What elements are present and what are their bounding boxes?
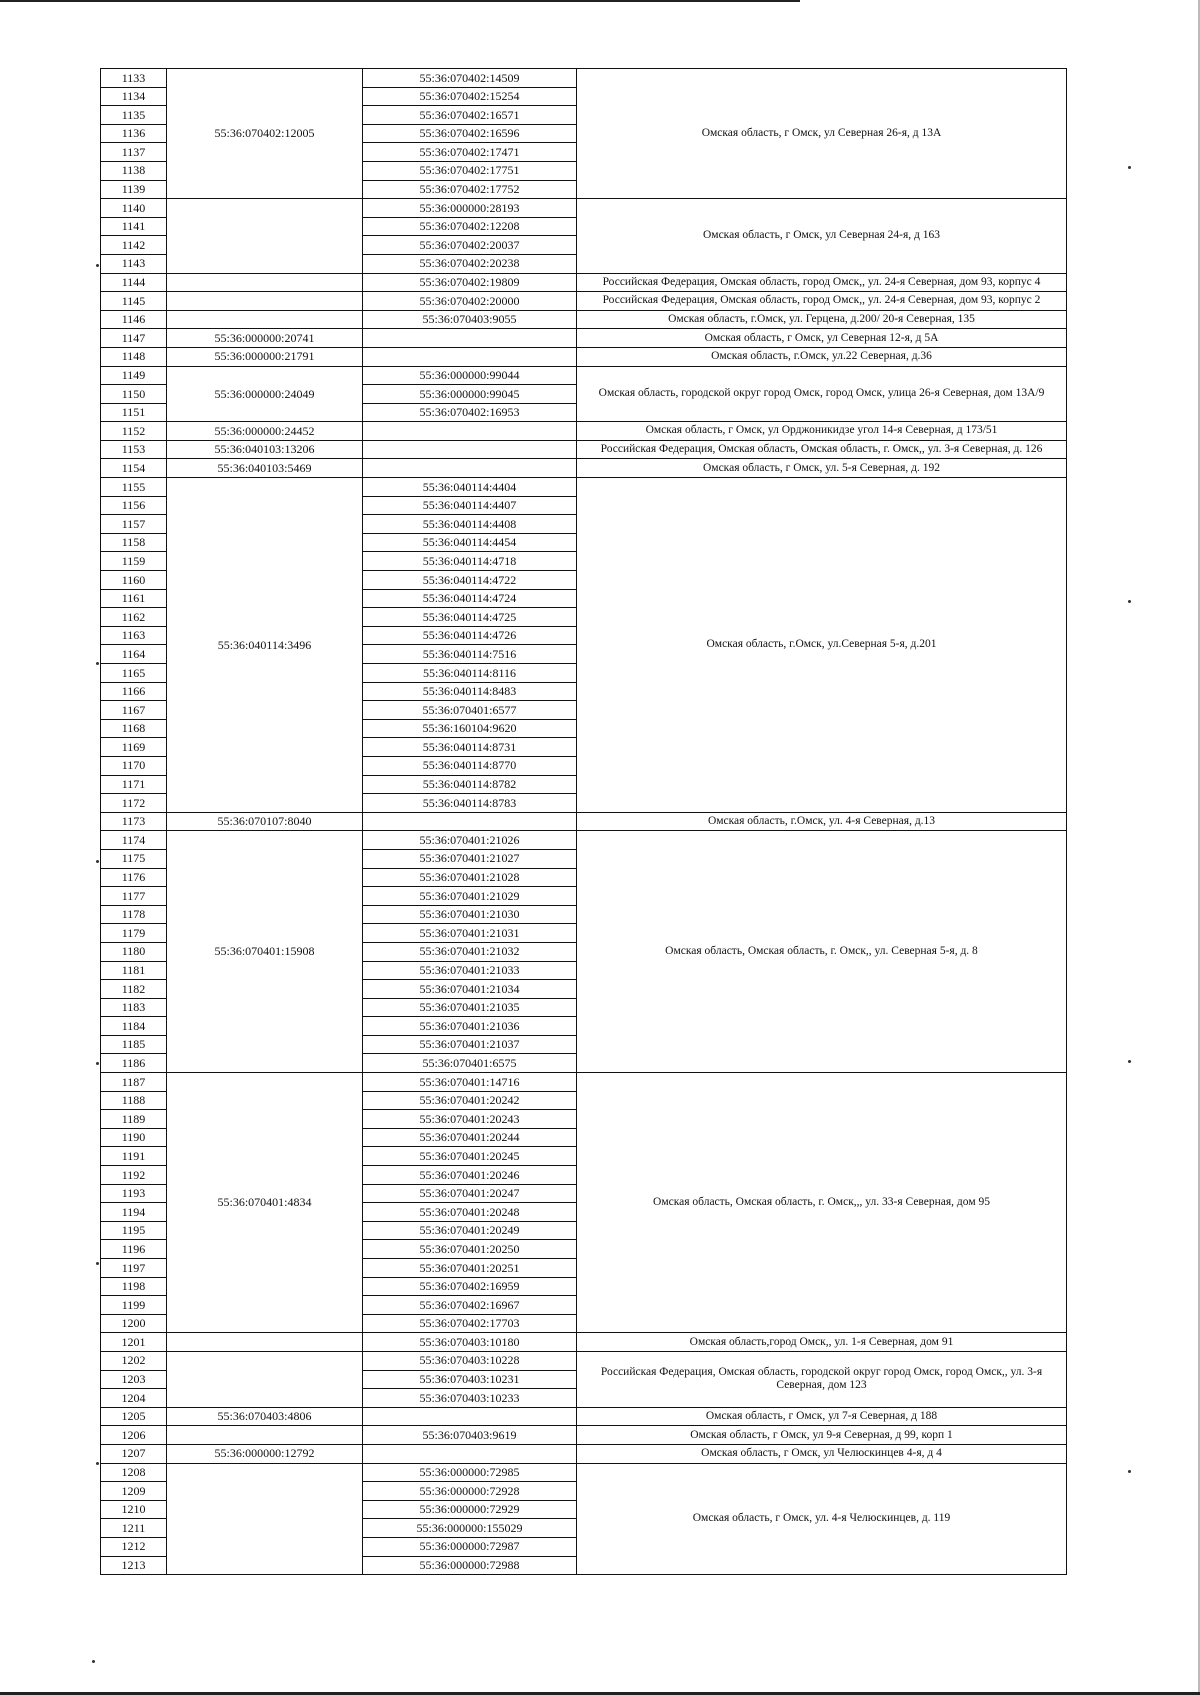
row-number-cell: 1151 — [101, 403, 167, 422]
sub-cadastral-number-cell: 55:36:040114:7516 — [363, 645, 577, 664]
sub-cadastral-number-cell: 55:36:040114:4724 — [363, 589, 577, 608]
scan-speck — [96, 1462, 99, 1465]
row-number-cell: 1152 — [101, 422, 167, 441]
sub-cadastral-number-cell: 55:36:070402:16953 — [363, 403, 577, 422]
address-cell: Омская область, городской округ город Омск, город Омск, улица 26-я Северная, дом 13А/9 — [577, 366, 1067, 422]
sub-cadastral-number-cell: 55:36:070402:20000 — [363, 292, 577, 311]
row-number-cell: 1169 — [101, 738, 167, 757]
row-number-cell: 1168 — [101, 719, 167, 738]
row-number-cell: 1154 — [101, 459, 167, 478]
row-number-cell: 1165 — [101, 664, 167, 683]
row-number-cell: 1186 — [101, 1054, 167, 1073]
row-number-cell: 1134 — [101, 87, 167, 106]
address-cell: Омская область, Омская область, г. Омск,, ул. Северная 5-я, д. 8 — [577, 831, 1067, 1073]
row-number-cell: 1190 — [101, 1128, 167, 1147]
sub-cadastral-number-cell: 55:36:070401:20251 — [363, 1259, 577, 1278]
sub-cadastral-number-cell: 55:36:070402:16967 — [363, 1296, 577, 1315]
scan-speck — [96, 264, 99, 267]
row-number-cell: 1170 — [101, 756, 167, 775]
row-number-cell: 1167 — [101, 701, 167, 720]
sub-cadastral-number-cell: 55:36:070403:9055 — [363, 310, 577, 329]
row-number-cell: 1139 — [101, 180, 167, 199]
row-number-cell: 1150 — [101, 385, 167, 404]
row-number-cell: 1196 — [101, 1240, 167, 1259]
row-number-cell: 1140 — [101, 199, 167, 218]
main-cadastral-number-cell: 55:36:000000:20741 — [167, 329, 363, 348]
row-number-cell: 1203 — [101, 1370, 167, 1389]
sub-cadastral-number-cell: 55:36:070401:20243 — [363, 1110, 577, 1129]
address-cell: Омская область, г.Омск, ул. Герцена, д.200/ 20-я Северная, 135 — [577, 310, 1067, 329]
address-cell: Омская область, г Омск, ул 7-я Северная, д 188 — [577, 1407, 1067, 1426]
main-cadastral-number-cell: 55:36:070402:12005 — [167, 69, 363, 199]
sub-cadastral-number-cell: 55:36:070403:10233 — [363, 1389, 577, 1408]
row-number-cell: 1173 — [101, 812, 167, 831]
row-number-cell: 1187 — [101, 1073, 167, 1092]
main-cadastral-number-cell: 55:36:040103:13206 — [167, 440, 363, 459]
table-row — [101, 831, 1067, 850]
row-number-cell: 1142 — [101, 236, 167, 255]
scan-speck — [96, 1062, 99, 1065]
sub-cadastral-number-cell: 55:36:070402:15254 — [363, 87, 577, 106]
row-number-cell: 1133 — [101, 69, 167, 88]
sub-cadastral-number-cell: 55:36:040114:4404 — [363, 478, 577, 497]
scan-speck — [92, 1660, 95, 1663]
sub-cadastral-number-cell: 55:36:070402:17751 — [363, 161, 577, 180]
sub-cadastral-number-cell: 55:36:070401:20248 — [363, 1203, 577, 1222]
sub-cadastral-number-cell: 55:36:070402:20238 — [363, 254, 577, 273]
sub-cadastral-number-cell: 55:36:040114:4722 — [363, 571, 577, 590]
address-cell: Российская Федерация, Омская область, городской округ город Омск, город Омск,, ул. 3-я Северная, дом 123 — [577, 1351, 1067, 1407]
table-row — [101, 459, 1067, 478]
row-number-cell: 1164 — [101, 645, 167, 664]
row-number-cell: 1208 — [101, 1463, 167, 1482]
row-number-cell: 1166 — [101, 682, 167, 701]
sub-cadastral-number-cell: 55:36:070401:20242 — [363, 1091, 577, 1110]
sub-cadastral-number-cell: 55:36:040114:8116 — [363, 664, 577, 683]
sub-cadastral-number-cell: 55:36:000000:28193 — [363, 199, 577, 218]
sub-cadastral-number-cell: 55:36:070401:21037 — [363, 1035, 577, 1054]
row-number-cell: 1175 — [101, 849, 167, 868]
row-number-cell: 1207 — [101, 1444, 167, 1463]
sub-cadastral-number-cell: 55:36:070401:20249 — [363, 1221, 577, 1240]
sub-cadastral-number-cell: 55:36:000000:72988 — [363, 1556, 577, 1575]
row-number-cell: 1162 — [101, 608, 167, 627]
sub-cadastral-number-cell: 55:36:070402:12208 — [363, 217, 577, 236]
address-cell: Омская область, г.Омск, ул. 4-я Северная, д.13 — [577, 812, 1067, 831]
table-row — [101, 366, 1067, 385]
row-number-cell: 1157 — [101, 515, 167, 534]
address-cell: Омская область, г Омск, ул Северная 26-я, д 13А — [577, 69, 1067, 199]
table-row — [101, 1463, 1067, 1482]
row-number-cell: 1178 — [101, 905, 167, 924]
main-cadastral-number-cell — [167, 273, 363, 292]
sub-cadastral-number-cell: 55:36:070402:17703 — [363, 1314, 577, 1333]
address-cell: Омская область, г Омск, ул Орджоникидзе угол 14-я Северная, д 173/51 — [577, 422, 1067, 441]
row-number-cell: 1205 — [101, 1407, 167, 1426]
main-cadastral-number-cell — [167, 310, 363, 329]
main-cadastral-number-cell: 55:36:070107:8040 — [167, 812, 363, 831]
sub-cadastral-number-cell: 55:36:040114:4725 — [363, 608, 577, 627]
row-number-cell: 1161 — [101, 589, 167, 608]
sub-cadastral-number-cell: 55:36:000000:72928 — [363, 1482, 577, 1501]
sub-cadastral-number-cell: 55:36:070401:21033 — [363, 961, 577, 980]
sub-cadastral-number-cell: 55:36:070402:17752 — [363, 180, 577, 199]
sub-cadastral-number-cell: 55:36:070403:9619 — [363, 1426, 577, 1445]
row-number-cell: 1143 — [101, 254, 167, 273]
address-cell: Омская область, г.Омск, ул.Северная 5-я, д.201 — [577, 478, 1067, 813]
table-row — [101, 69, 1067, 88]
sub-cadastral-number-cell: 55:36:040114:8770 — [363, 756, 577, 775]
row-number-cell: 1188 — [101, 1091, 167, 1110]
row-number-cell: 1195 — [101, 1221, 167, 1240]
row-number-cell: 1156 — [101, 496, 167, 515]
sub-cadastral-number-cell: 55:36:070402:17471 — [363, 143, 577, 162]
table-row — [101, 1426, 1067, 1445]
sub-cadastral-number-cell — [363, 1407, 577, 1426]
sub-cadastral-number-cell: 55:36:070401:14716 — [363, 1073, 577, 1092]
sub-cadastral-number-cell: 55:36:040114:4407 — [363, 496, 577, 515]
sub-cadastral-number-cell — [363, 440, 577, 459]
sub-cadastral-number-cell: 55:36:070401:21031 — [363, 924, 577, 943]
table-row — [101, 329, 1067, 348]
row-number-cell: 1204 — [101, 1389, 167, 1408]
address-cell: Омская область, г.Омск, ул.22 Северная, д.36 — [577, 347, 1067, 366]
row-number-cell: 1183 — [101, 998, 167, 1017]
row-number-cell: 1192 — [101, 1166, 167, 1185]
row-number-cell: 1147 — [101, 329, 167, 348]
main-cadastral-number-cell — [167, 1351, 363, 1407]
sub-cadastral-number-cell — [363, 459, 577, 478]
main-cadastral-number-cell: 55:36:070401:4834 — [167, 1073, 363, 1333]
sub-cadastral-number-cell: 55:36:070401:20250 — [363, 1240, 577, 1259]
row-number-cell: 1197 — [101, 1259, 167, 1278]
table-row — [101, 1407, 1067, 1426]
sub-cadastral-number-cell: 55:36:000000:99045 — [363, 385, 577, 404]
row-number-cell: 1163 — [101, 626, 167, 645]
row-number-cell: 1182 — [101, 980, 167, 999]
scan-speck — [1128, 1470, 1131, 1473]
sub-cadastral-number-cell: 55:36:070401:21035 — [363, 998, 577, 1017]
main-cadastral-number-cell: 55:36:070401:15908 — [167, 831, 363, 1073]
address-cell: Омская область, г Омск, ул Северная 12-я, д 5А — [577, 329, 1067, 348]
address-cell: Российская Федерация, Омская область, Омская область, г. Омск,, ул. 3-я Северная, д. 126 — [577, 440, 1067, 459]
row-number-cell: 1184 — [101, 1017, 167, 1036]
main-cadastral-number-cell — [167, 1463, 363, 1575]
sub-cadastral-number-cell — [363, 347, 577, 366]
row-number-cell: 1144 — [101, 273, 167, 292]
row-number-cell: 1146 — [101, 310, 167, 329]
sub-cadastral-number-cell: 55:36:070401:21026 — [363, 831, 577, 850]
main-cadastral-number-cell — [167, 1333, 363, 1352]
main-cadastral-number-cell — [167, 292, 363, 311]
row-number-cell: 1194 — [101, 1203, 167, 1222]
row-number-cell: 1212 — [101, 1537, 167, 1556]
main-cadastral-number-cell: 55:36:000000:21791 — [167, 347, 363, 366]
sub-cadastral-number-cell: 55:36:040114:8483 — [363, 682, 577, 701]
row-number-cell: 1198 — [101, 1277, 167, 1296]
table-row — [101, 812, 1067, 831]
sub-cadastral-number-cell: 55:36:070401:21032 — [363, 942, 577, 961]
sub-cadastral-number-cell — [363, 812, 577, 831]
row-number-cell: 1180 — [101, 942, 167, 961]
sub-cadastral-number-cell: 55:36:000000:72929 — [363, 1500, 577, 1519]
address-cell: Омская область, Омская область, г. Омск,,, ул. 33-я Северная, дом 95 — [577, 1073, 1067, 1333]
main-cadastral-number-cell — [167, 1426, 363, 1445]
sub-cadastral-number-cell: 55:36:070401:21027 — [363, 849, 577, 868]
main-cadastral-number-cell: 55:36:040114:3496 — [167, 478, 363, 813]
main-cadastral-number-cell: 55:36:070403:4806 — [167, 1407, 363, 1426]
sub-cadastral-number-cell: 55:36:070403:10228 — [363, 1351, 577, 1370]
table-row — [101, 478, 1067, 497]
row-number-cell: 1137 — [101, 143, 167, 162]
row-number-cell: 1172 — [101, 794, 167, 813]
table-row — [101, 440, 1067, 459]
scan-speck — [1128, 166, 1131, 169]
row-number-cell: 1148 — [101, 347, 167, 366]
sub-cadastral-number-cell: 55:36:070401:20246 — [363, 1166, 577, 1185]
sub-cadastral-number-cell: 55:36:040114:8783 — [363, 794, 577, 813]
registry-body — [101, 69, 1067, 1575]
address-cell: Омская область, г Омск, ул Челюскинцев 4-я, д 4 — [577, 1444, 1067, 1463]
sub-cadastral-number-cell: 55:36:070401:20244 — [363, 1128, 577, 1147]
row-number-cell: 1210 — [101, 1500, 167, 1519]
sub-cadastral-number-cell: 55:36:070403:10180 — [363, 1333, 577, 1352]
row-number-cell: 1159 — [101, 552, 167, 571]
row-number-cell: 1136 — [101, 124, 167, 143]
sub-cadastral-number-cell: 55:36:000000:72987 — [363, 1537, 577, 1556]
sub-cadastral-number-cell — [363, 1444, 577, 1463]
row-number-cell: 1158 — [101, 533, 167, 552]
table-row — [101, 1351, 1067, 1370]
row-number-cell: 1185 — [101, 1035, 167, 1054]
table-row — [101, 310, 1067, 329]
main-cadastral-number-cell: 55:36:000000:24452 — [167, 422, 363, 441]
sub-cadastral-number-cell: 55:36:070402:16571 — [363, 106, 577, 125]
row-number-cell: 1138 — [101, 161, 167, 180]
table-row — [101, 422, 1067, 441]
row-number-cell: 1145 — [101, 292, 167, 311]
sub-cadastral-number-cell: 55:36:070403:10231 — [363, 1370, 577, 1389]
table-row — [101, 1444, 1067, 1463]
row-number-cell: 1171 — [101, 775, 167, 794]
row-number-cell: 1193 — [101, 1184, 167, 1203]
address-cell: Омская область, г Омск, ул Северная 24-я, д 163 — [577, 199, 1067, 273]
row-number-cell: 1141 — [101, 217, 167, 236]
row-number-cell: 1206 — [101, 1426, 167, 1445]
sub-cadastral-number-cell: 55:36:070402:16596 — [363, 124, 577, 143]
address-cell: Российская Федерация, Омская область, город Омск,, ул. 24-я Северная, дом 93, корпус 4 — [577, 273, 1067, 292]
sub-cadastral-number-cell — [363, 329, 577, 348]
sub-cadastral-number-cell: 55:36:000000:155029 — [363, 1519, 577, 1538]
sub-cadastral-number-cell: 55:36:000000:72985 — [363, 1463, 577, 1482]
sub-cadastral-number-cell: 55:36:070402:16959 — [363, 1277, 577, 1296]
address-cell: Омская область, г Омск, ул 9-я Северная, д 99, корп 1 — [577, 1426, 1067, 1445]
row-number-cell: 1213 — [101, 1556, 167, 1575]
sub-cadastral-number-cell: 55:36:070401:21034 — [363, 980, 577, 999]
sub-cadastral-number-cell: 55:36:070402:20037 — [363, 236, 577, 255]
scan-speck — [1128, 1060, 1131, 1063]
table-row — [101, 199, 1067, 218]
sub-cadastral-number-cell — [363, 422, 577, 441]
row-number-cell: 1160 — [101, 571, 167, 590]
scan-speck — [1128, 600, 1131, 603]
table-row — [101, 292, 1067, 311]
row-number-cell: 1177 — [101, 887, 167, 906]
address-cell: Омская область, г Омск, ул. 5-я Северная, д. 192 — [577, 459, 1067, 478]
row-number-cell: 1176 — [101, 868, 167, 887]
table-row — [101, 347, 1067, 366]
table-row — [101, 1073, 1067, 1092]
table-row — [101, 1333, 1067, 1352]
row-number-cell: 1201 — [101, 1333, 167, 1352]
row-number-cell: 1135 — [101, 106, 167, 125]
row-number-cell: 1174 — [101, 831, 167, 850]
sub-cadastral-number-cell: 55:36:040114:8731 — [363, 738, 577, 757]
row-number-cell: 1211 — [101, 1519, 167, 1538]
cadastral-registry-table — [100, 68, 1067, 1575]
sub-cadastral-number-cell: 55:36:070401:21036 — [363, 1017, 577, 1036]
sub-cadastral-number-cell: 55:36:040114:4408 — [363, 515, 577, 534]
scan-speck — [96, 662, 99, 665]
main-cadastral-number-cell: 55:36:040103:5469 — [167, 459, 363, 478]
sub-cadastral-number-cell: 55:36:070401:21030 — [363, 905, 577, 924]
address-cell: Российская Федерация, Омская область, город Омск,, ул. 24-я Северная, дом 93, корпус 2 — [577, 292, 1067, 311]
sub-cadastral-number-cell: 55:36:000000:99044 — [363, 366, 577, 385]
sub-cadastral-number-cell: 55:36:070401:20247 — [363, 1184, 577, 1203]
page-top-border — [0, 0, 800, 2]
sub-cadastral-number-cell: 55:36:070401:6575 — [363, 1054, 577, 1073]
main-cadastral-number-cell: 55:36:000000:24049 — [167, 366, 363, 422]
row-number-cell: 1209 — [101, 1482, 167, 1501]
sub-cadastral-number-cell: 55:36:040114:4454 — [363, 533, 577, 552]
row-number-cell: 1179 — [101, 924, 167, 943]
table-row — [101, 273, 1067, 292]
sub-cadastral-number-cell: 55:36:040114:8782 — [363, 775, 577, 794]
sub-cadastral-number-cell: 55:36:070401:20245 — [363, 1147, 577, 1166]
main-cadastral-number-cell: 55:36:000000:12792 — [167, 1444, 363, 1463]
row-number-cell: 1199 — [101, 1296, 167, 1315]
sub-cadastral-number-cell: 55:36:070401:6577 — [363, 701, 577, 720]
row-number-cell: 1181 — [101, 961, 167, 980]
row-number-cell: 1200 — [101, 1314, 167, 1333]
sub-cadastral-number-cell: 55:36:070402:19809 — [363, 273, 577, 292]
sub-cadastral-number-cell: 55:36:070401:21029 — [363, 887, 577, 906]
row-number-cell: 1153 — [101, 440, 167, 459]
row-number-cell: 1189 — [101, 1110, 167, 1129]
address-cell: Омская область,город Омск,, ул. 1-я Северная, дом 91 — [577, 1333, 1067, 1352]
sub-cadastral-number-cell: 55:36:040114:4726 — [363, 626, 577, 645]
sub-cadastral-number-cell: 55:36:070401:21028 — [363, 868, 577, 887]
main-cadastral-number-cell — [167, 199, 363, 273]
row-number-cell: 1191 — [101, 1147, 167, 1166]
sub-cadastral-number-cell: 55:36:160104:9620 — [363, 719, 577, 738]
row-number-cell: 1149 — [101, 366, 167, 385]
address-cell: Омская область, г Омск, ул. 4-я Челюскинцев, д. 119 — [577, 1463, 1067, 1575]
row-number-cell: 1202 — [101, 1351, 167, 1370]
sub-cadastral-number-cell: 55:36:040114:4718 — [363, 552, 577, 571]
sub-cadastral-number-cell: 55:36:070402:14509 — [363, 69, 577, 88]
scan-speck — [96, 860, 99, 863]
row-number-cell: 1155 — [101, 478, 167, 497]
scan-speck — [96, 1262, 99, 1265]
